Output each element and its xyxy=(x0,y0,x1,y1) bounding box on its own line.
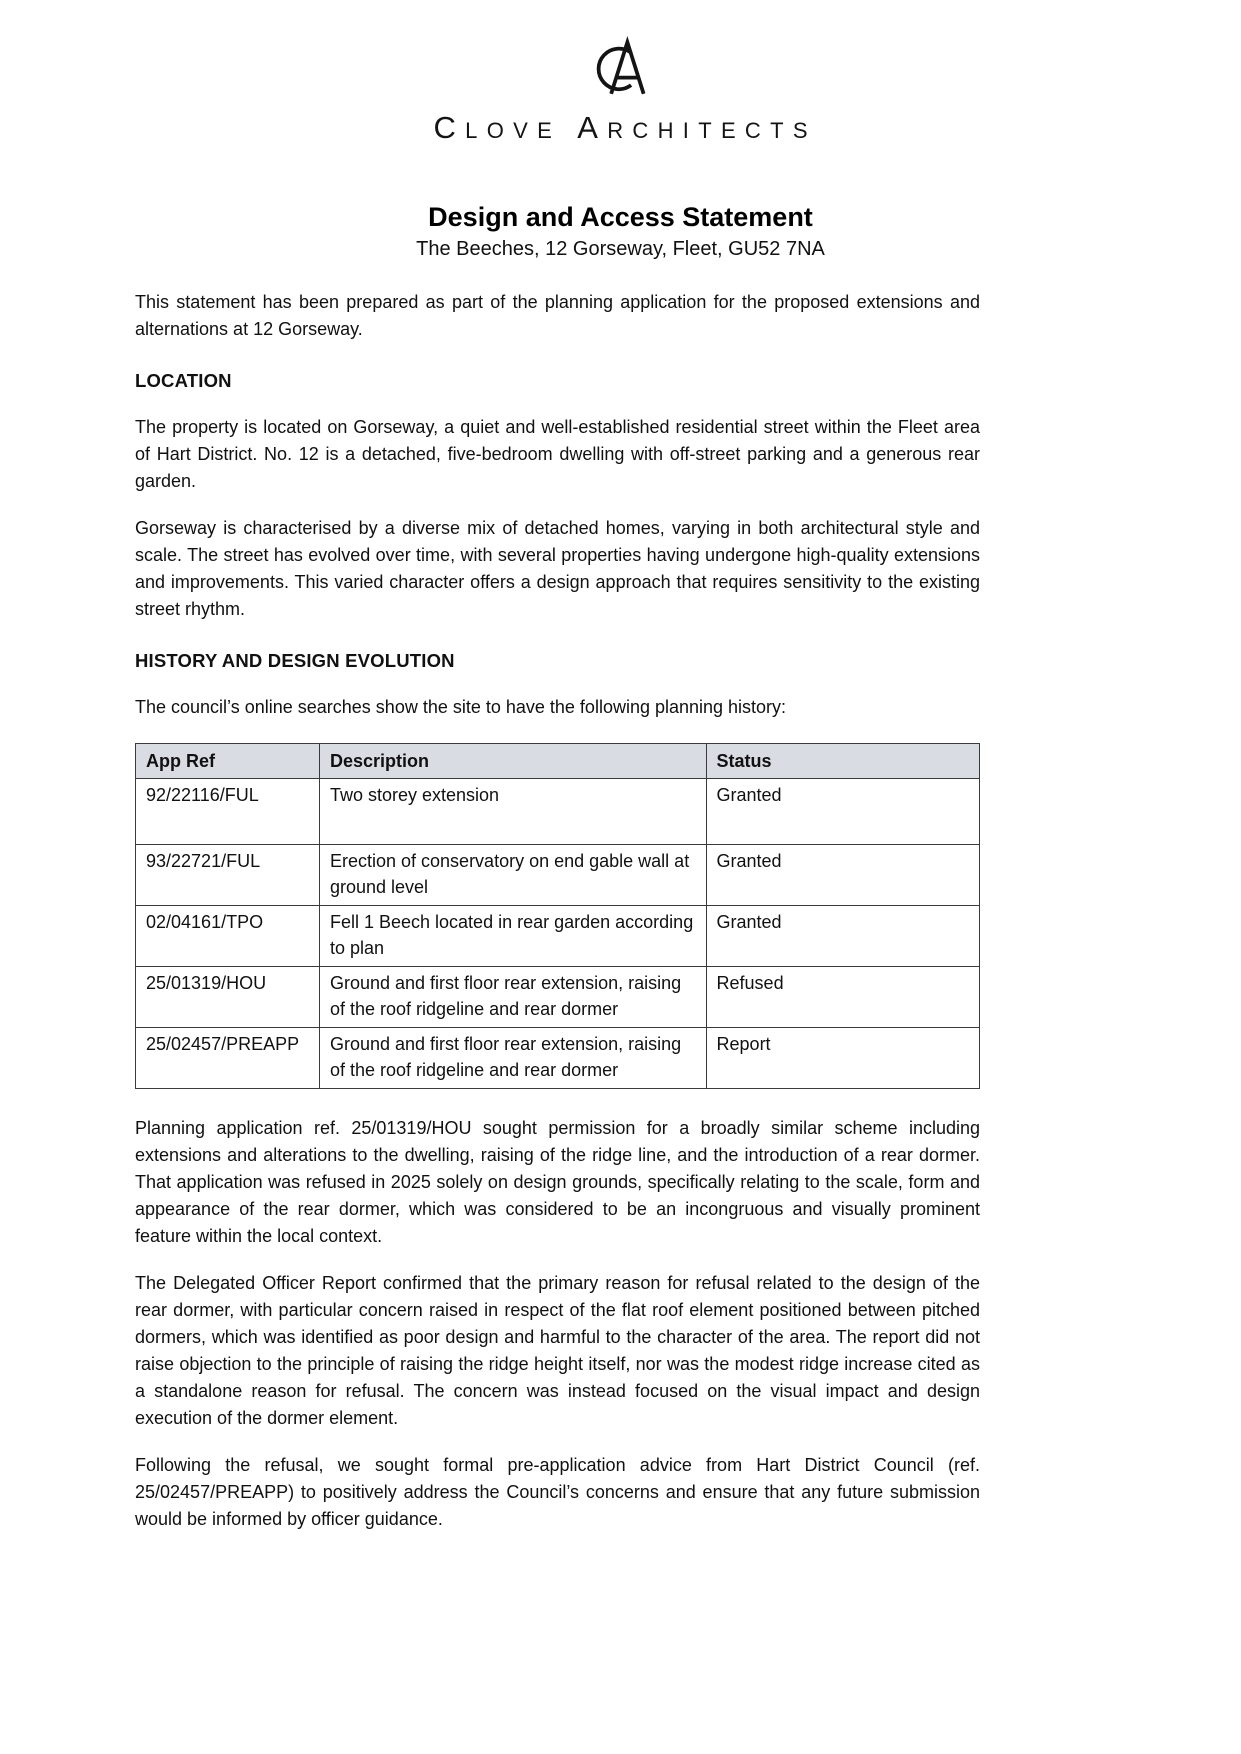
cell-status: Report xyxy=(706,1028,979,1089)
planning-history-table xyxy=(135,743,980,1089)
table-header-row xyxy=(136,744,980,779)
intro-paragraph: This statement has been prepared as part of the planning application for the proposed extensions and alternations at 12 Gorseway. xyxy=(135,292,980,339)
brand-wordmark: Clove Architects xyxy=(433,110,817,145)
cell-description: Two storey extension xyxy=(319,779,706,845)
cell-description: Fell 1 Beech located in rear garden according to plan xyxy=(319,906,706,967)
table-row xyxy=(136,967,980,1028)
cell-app-ref: 02/04161/TPO xyxy=(136,906,320,967)
history-intro-paragraph: The council’s online searches show the site to have the following planning history: xyxy=(135,697,787,717)
page-subtitle: The Beeches, 12 Gorseway, Fleet, GU52 7NA xyxy=(416,238,825,260)
table-row xyxy=(136,779,980,845)
cell-status: Granted xyxy=(706,845,979,906)
brand-header xyxy=(0,33,1241,146)
cell-app-ref: 25/02457/PREAPP xyxy=(136,1028,320,1089)
table-row xyxy=(136,906,980,967)
cell-description: Ground and first floor rear extension, raising of the roof ridgeline and rear dormer xyxy=(319,1028,706,1089)
cell-description: Erection of conservatory on end gable wall at ground level xyxy=(319,845,706,906)
history-paragraph-3: Following the refusal, we sought formal pre-application advice from Hart District Council (ref. 25/02457/PREAPP) to positively address the Council’s concerns and ensure that any future submission would be informed by officer guidance. xyxy=(135,1455,980,1529)
column-header-status: Status xyxy=(706,744,979,779)
cell-app-ref: 93/22721/FUL xyxy=(136,845,320,906)
clove-architects-monogram-icon xyxy=(592,33,650,99)
history-paragraph-1: Planning application ref. 25/01319/HOU sought permission for a broadly similar scheme including extensions and alterations to the dwelling, raising of the ridge line, and the introduction of a rear dormer. That application was refused in 2025 solely on design grounds, specifically relating to the scale, form and appearance of the rear dormer, which was considered to be an incongruous and visually prominent feature within the local context. xyxy=(135,1118,980,1246)
location-paragraph-2: Gorseway is characterised by a diverse mix of detached homes, varying in both architectural style and scale. The street has evolved over time, with several properties having undergone high-quality extensions and improvements. This varied character offers a design approach that requires sensitivity to the existing street rhythm. xyxy=(135,518,980,619)
cell-status: Refused xyxy=(706,967,979,1028)
section-heading-location: LOCATION xyxy=(135,370,232,391)
document-body xyxy=(135,289,980,1533)
section-heading-history: HISTORY AND DESIGN EVOLUTION xyxy=(135,650,455,671)
history-paragraph-2: The Delegated Officer Report confirmed that the primary reason for refusal related to the design of the rear dormer, with particular concern raised in respect of the flat roof element positioned between pitched dormers, which was identified as poor design and harmful to the character of the area. The report did not raise objection to the principle of raising the ridge height itself, nor was the modest ridge increase cited as a standalone reason for refusal. The concern was instead focused on the visual impact and design execution of the dormer element. xyxy=(135,1273,980,1428)
page-title: Design and Access Statement xyxy=(428,202,813,232)
table-row xyxy=(136,845,980,906)
cell-app-ref: 25/01319/HOU xyxy=(136,967,320,1028)
location-paragraph-1: The property is located on Gorseway, a quiet and well-established residential street within the Fleet area of Hart District. No. 12 is a detached, five-bedroom dwelling with off-street parking and a generous rear garden. xyxy=(135,417,980,491)
column-header-description: Description xyxy=(319,744,706,779)
cell-app-ref: 92/22116/FUL xyxy=(136,779,320,845)
cell-status: Granted xyxy=(706,779,979,845)
document-header xyxy=(0,202,1241,261)
cell-description: Ground and first floor rear extension, raising of the roof ridgeline and rear dormer xyxy=(319,967,706,1028)
column-header-app-ref: App Ref xyxy=(136,744,320,779)
cell-status: Granted xyxy=(706,906,979,967)
table-row xyxy=(136,1028,980,1089)
